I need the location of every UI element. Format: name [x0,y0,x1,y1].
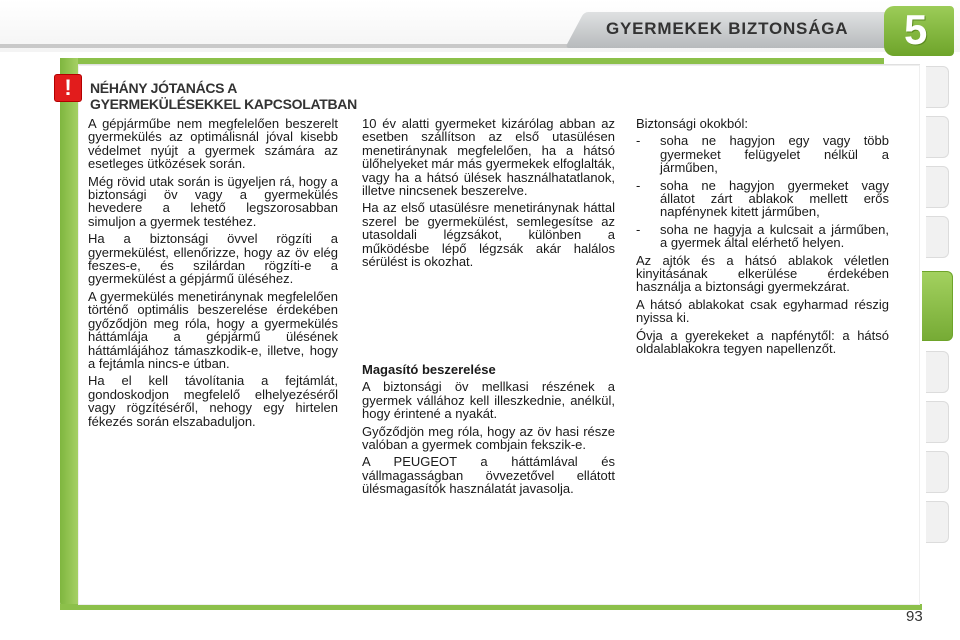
chapter-tab[interactable] [926,501,949,543]
chapter-tab[interactable] [926,451,949,493]
paragraph: A PEUGEOT a háttámlával és vállmagasságban övvezetővel ellátott ülésmagasítók használatát javasolja. [362,454,615,497]
paragraph: 10 év alatti gyermeket kizárólag abban az esetben szállítson az első utasülésen menetiránynak megfelelően, ha a hátsó ülőhelyeket már más gyermekek elfoglalták, vagy ha a hátsó ülések használhatatlanok, illetve nincsenek beszerelve. [362,116,615,199]
page-number: 93 [906,608,923,625]
paragraph: A biztonsági öv mellkasi részének a gyermek vállához kell illeszkednie, anélkül, hogy érintené a nyakát. [362,379,615,422]
dash-bullet: - [636,221,641,237]
chapter-tab[interactable] [926,351,949,393]
list-item [636,223,889,250]
list-item-text: soha ne hagyjon egy vagy több gyermeket felügyelet nélkül a járműben, [660,133,889,176]
list-item [636,179,889,219]
frame-left [60,58,78,610]
section-heading [90,80,357,112]
chapter-title: GYERMEKEK BIZTONSÁGA [606,19,849,38]
section-heading-line2: GYERMEKÜLÉSEKKEL KAPCSOLATBAN [90,96,357,112]
column-2 [362,117,615,272]
dash-bullet: - [636,133,641,149]
chapter-tab[interactable] [926,401,949,443]
paragraph: Ha el kell távolítania a fejtámlát, gondoskodjon megfelelő elhelyezéséről vagy rögzítéséről, nehogy egy hirtelen fékezés során elszabaduljon. [88,373,338,429]
paragraph: Győződjön meg róla, hogy az öv hasi része valóban a gyermek combjain fekszik-e. [362,423,615,453]
section-heading-line1: NÉHÁNY JÓTANÁCS A [90,80,238,96]
paragraph: Még rövid utak során is ügyeljen rá, hogy a biztonsági öv vagy a gyermekülés hevedere a lehető legszorosabban simuljon a gyermek testéhez. [88,173,338,229]
list-item-text: soha ne hagyjon gyermeket vagy állatot zárt ablakok mellett erős napfénynek kitett járműben, [660,177,889,220]
paragraph: Ha a biztonsági övvel rögzíti a gyermekülést, ellenőrizze, hogy az öv elég feszes-e, és szilárdan rögzíti-e a gyermekülést a gépjármű üléséhez. [88,231,338,287]
paragraph: Óvja a gyerekeket a napfénytől: a hátsó oldalablakokra tegyen napellenzőt. [636,327,889,357]
paragraph: A gyermekülés menetiránynak megfelelően történő optimális beszerelése érdekében győződjön meg róla, hogy a gyermekülés háttámlája a gépjármű ülésének háttámlájához támaszkodik-e, illetve, hogy a fejtámla nincs-e útban. [88,288,338,371]
paragraph: A hátsó ablakokat csak egyharmad részig nyissa ki. [636,296,889,326]
column-1 [88,117,338,432]
chapter-tab[interactable] [926,166,949,208]
chapter-tab[interactable] [926,216,949,258]
chapter-tabs [926,66,950,576]
chapter-tab[interactable] [926,66,949,108]
safety-intro: Biztonsági okokból: [636,116,749,131]
list-item [636,134,889,174]
paragraph: Ha az első utasülésre menetiránynak háttal szerel be gyermekülést, semlegesítse az utasoldali légzsákot, különben a működésbe lépő légzsák akár halálos sérülést is okozhat. [362,200,615,270]
column-3 [636,117,889,360]
chapter-number: 5 [904,6,928,53]
paragraph: Az ajtók és a hátsó ablakok véletlen kinyitásának elkerülése érdekében használja a biztonsági gyermekzárat. [636,252,889,295]
chapter-tab[interactable] [926,116,949,158]
booster-title: Magasító beszerelése [362,362,496,377]
chapter-tab-active[interactable] [922,271,953,341]
booster-section [362,363,615,500]
warning-icon: ! [54,74,82,102]
list-item-text: soha ne hagyja a kulcsait a járműben, a gyermek által elérhető helyen. [660,221,889,251]
dash-bullet: - [636,177,641,193]
paragraph: A gépjárműbe nem megfelelően beszerelt gyermekülés az optimálisnál jóval kisebb védelmet nyújt a gyermek számára az esetleges ütközések során. [88,116,338,172]
